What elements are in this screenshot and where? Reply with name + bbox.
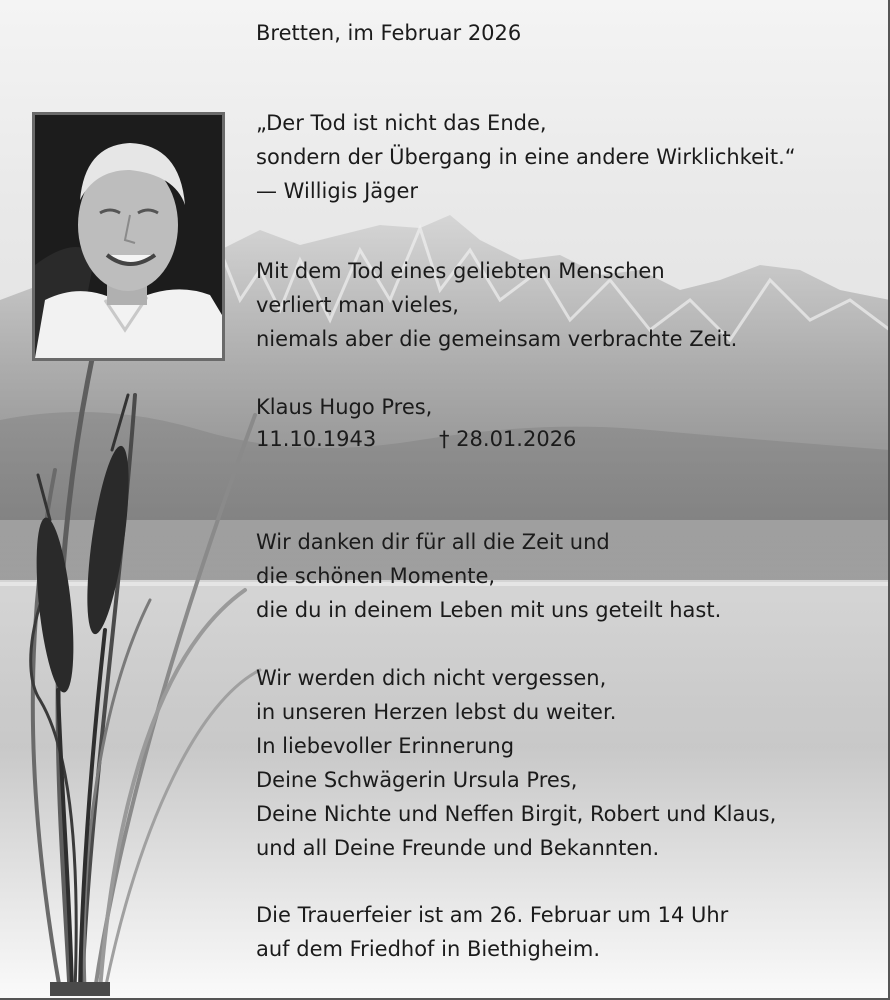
portrait-photo <box>32 112 225 361</box>
verse-line: verliert man vieles, <box>256 293 459 317</box>
farewell-line: Deine Schwägerin Ursula Pres, <box>256 768 578 792</box>
farewell-line: und all Deine Freunde und Bekannten. <box>256 836 660 860</box>
death-date: † 28.01.2026 <box>439 427 577 451</box>
farewell-line: in unseren Herzen lebst du weiter. <box>256 700 617 724</box>
farewell-line: Wir werden dich nicht vergessen, <box>256 666 607 690</box>
farewell-line: In liebevoller Erinnerung <box>256 734 515 758</box>
thanks-line: Wir danken dir für all die Zeit und <box>256 530 610 554</box>
verse-line: niemals aber die gemeinsam verbrachte Zeit. <box>256 327 738 351</box>
cattail-head-right <box>79 444 137 637</box>
place-date: Bretten, im Februar 2026 <box>256 21 522 45</box>
farewell-line: Deine Nichte und Neffen Birgit, Robert und Klaus, <box>256 802 777 826</box>
deceased-name: Klaus Hugo Pres, <box>256 395 433 419</box>
thanks-line: die du in deinem Leben mit uns geteilt hast. <box>256 598 722 622</box>
verse-line: Mit dem Tod eines geliebten Menschen <box>256 259 665 283</box>
quote-line-1: „Der Tod ist nicht das Ende, <box>256 111 547 135</box>
thanks-line: die schönen Momente, <box>256 564 496 588</box>
birth-date: 11.10.1943 <box>256 427 377 451</box>
quote-line-2: sondern der Übergang in eine andere Wirklichkeit.“ <box>256 145 796 169</box>
quote-author: — Willigis Jäger <box>256 179 419 203</box>
service-line: auf dem Friedhof in Biethigheim. <box>256 937 601 961</box>
service-line: Die Trauerfeier ist am 26. Februar um 14 Uhr <box>256 903 729 927</box>
